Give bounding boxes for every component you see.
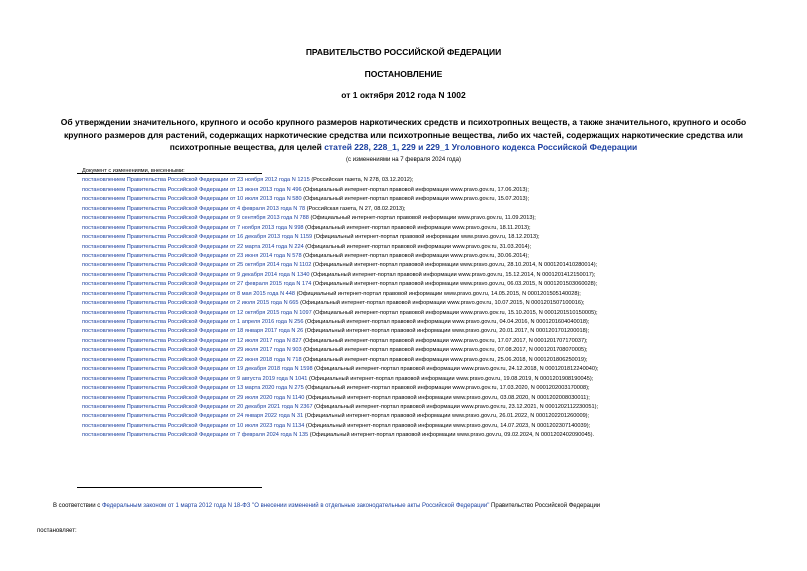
amending-decree-link[interactable]: постановлением Правительства Российской Федерации от 13 июня 2013 года N 496 [82, 186, 302, 193]
changes-bottom-divider [77, 487, 262, 488]
publication-note: (Официальный интернет-портал правовой информации www.pravo.gov.ru, 11.09.2013); [308, 215, 536, 222]
amending-decree-link[interactable]: постановлением Правительства Российской Федерации от 29 июля 2017 года N 903 [82, 347, 302, 354]
publication-note: (Официальный интернет-портал правовой информации www.pravo.gov.ru, 19.08.2019, N 0001201908190045); [307, 375, 594, 382]
publication-note: (Официальный интернет-портал правовой информации www.pravo.gov.ru, 17.06.2013); [301, 186, 529, 193]
amending-decree-link[interactable]: постановлением Правительства Российской Федерации от 9 сентября 2013 года N 788 [82, 215, 309, 222]
publication-note: (Официальный интернет-портал правовой информации www.pravo.gov.ru, 17.07.2017, N 0001201707170037); [301, 337, 588, 344]
document-title [22, 116, 785, 154]
amending-decree-link[interactable]: постановлением Правительства Российской Федерации от 10 июля 2013 года N 580 [82, 196, 302, 203]
publication-note: (Официальный интернет-портал правовой информации www.pravo.gov.ru, 15.07.2013); [301, 196, 530, 203]
changes-heading: Документ с изменениями, внесенными: [82, 168, 185, 174]
publication-note: (Официальный интернет-портал правовой информации www.pravo.gov.ru, 10.07.2015, N 0001201507100016); [298, 300, 585, 307]
amending-decree-link[interactable]: постановлением Правительства Российской Федерации от 1 апреля 2016 года N 256 [82, 319, 304, 325]
government-heading: ПРАВИТЕЛЬСТВО РОССИЙСКОЙ ФЕДЕРАЦИИ [305, 47, 502, 57]
publication-note: (Официальный интернет-портал правовой информации www.pravo.gov.ru, 15.10.2015, N 0001201510150005); [311, 309, 598, 316]
federal-law-link[interactable]: Федеральным законом от 1 марта 2012 года N 18-ФЗ [101, 503, 251, 509]
publication-note: (Официальный интернет-портал правовой информации www.pravo.gov.ru, 18.12.2013); [312, 234, 540, 241]
publication-note: (Российская газета, N 27, 08.02.2013); [305, 205, 406, 212]
change-list-item [82, 243, 802, 252]
criminal-code-articles-link[interactable]: статей 228, 228_1, 229 и 229_1 Уголовного кодекса Российской Федерации [324, 142, 638, 152]
publication-note: (Официальный интернет-портал правовой информации www.pravo.gov.ru, 20.01.2017, N 0001201701200018); [303, 328, 590, 335]
publication-note: (Официальный интернет-портал правовой информации www.pravo.gov.ru, 04.04.2016, N 0001201604040018); [303, 319, 590, 325]
publication-note: (Официальный интернет-портал правовой информации www.pravo.gov.ru, 28.10.2014, N 0001201410280014); [311, 262, 598, 269]
change-list-item [82, 365, 802, 374]
publication-note: (Официальный интернет-портал правовой информации www.pravo.gov.ru, 09.02.2024, N 0001202402090045). [308, 432, 595, 439]
publication-note: (Российская газета, N 278, 03.12.2012); [309, 177, 414, 184]
change-list-item [82, 346, 802, 355]
change-list-item [82, 412, 802, 421]
change-list-item [82, 431, 802, 440]
change-list-item [82, 422, 802, 431]
publication-note: (Официальный интернет-портал правовой информации www.pravo.gov.ru, 25.06.2018, N 0001201806250019); [301, 356, 588, 363]
title-line-2: крупного размеров для растений, содержащих наркотические средства или психотропные вещества, либо их частей, содержащих наркотические средства или [64, 129, 743, 140]
title-line-3 [22, 141, 785, 154]
preamble-text-end: Правительство Российской Федерации [489, 503, 601, 509]
amending-decree-link[interactable]: постановлением Правительства Российской Федерации от 29 июля 2020 года N 1140 [82, 394, 305, 401]
document-date-number: от 1 октября 2012 года N 1002 [341, 90, 466, 100]
title-line-1: Об утверждении значительного, крупного и особо крупного размеров наркотических средств и психотропных веществ, а также значительного, крупного и особо [60, 117, 747, 127]
change-list-item [82, 271, 802, 280]
amending-decree-link[interactable]: постановлением Правительства Российской Федерации от 12 июля 2017 года N 827 [82, 337, 302, 344]
change-list-item [82, 195, 802, 204]
change-list-item [82, 224, 802, 233]
publication-note: (Официальный интернет-портал правовой информации www.pravo.gov.ru, 18.11.2013); [303, 224, 531, 231]
publication-note: (Официальный интернет-портал правовой информации www.pravo.gov.ru, 26.01.2022, N 0001202201260009); [303, 413, 590, 420]
amending-decree-link[interactable]: постановлением Правительства Российской Федерации от 4 февраля 2013 года N 78 [82, 205, 306, 212]
amending-decree-link[interactable]: постановлением Правительства Российской Федерации от 20 декабря 2021 года N 2367 [82, 403, 313, 410]
change-list-item [82, 375, 802, 384]
change-list-item [82, 394, 802, 403]
change-list-item [82, 261, 802, 270]
publication-note: (Официальный интернет-портал правовой информации www.pravo.gov.ru, 06.03.2015, N 0001201503060028); [311, 281, 598, 288]
amending-decree-link[interactable]: постановлением Правительства Российской Федерации от 27 февраля 2015 года N 174 [82, 281, 312, 288]
amending-decree-link[interactable]: постановлением Правительства Российской Федерации от 23 ноября 2012 года N 1215 [82, 177, 310, 184]
amending-decree-link[interactable]: постановлением Правительства Российской Федерации от 19 декабря 2018 года N 1598 [82, 366, 313, 373]
amending-decree-link[interactable]: постановлением Правительства Российской Федерации от 13 марта 2020 года N 275 [82, 385, 304, 392]
change-list-item [82, 233, 802, 242]
change-list-item [82, 318, 802, 327]
publication-note: (Официальный интернет-портал правовой информации www.pravo.gov.ru, 23.12.2021, N 0001202112230051); [312, 403, 599, 410]
document-type: ПОСТАНОВЛЕНИЕ [364, 69, 443, 79]
amendments-act-link[interactable]: "О внесении изменений в отдельные законодательные акты Российской Федерации" [252, 503, 490, 509]
publication-note: (Официальный интернет-портал правовой информации www.pravo.gov.ru, 17.03.2020, N 0001202003170008); [303, 385, 590, 392]
publication-note: (Официальный интернет-портал правовой информации www.pravo.gov.ru, 03.08.2020, N 0001202008030011); [304, 394, 590, 401]
change-list-item [82, 384, 802, 393]
change-list-item [82, 290, 802, 299]
amending-decree-link[interactable]: постановлением Правительства Российской Федерации от 12 октября 2015 года N 1097 [82, 309, 312, 316]
change-list-item [82, 309, 802, 318]
amending-decree-link[interactable]: постановлением Правительства Российской Федерации от 7 ноября 2013 года N 998 [82, 224, 304, 231]
publication-note: (Официальный интернет-портал правовой информации www.pravo.gov.ru, 07.08.2017, N 0001201708070005); [301, 347, 588, 354]
decrees-word: постановляет: [37, 528, 77, 534]
amending-decree-link[interactable]: постановлением Правительства Российской Федерации от 18 января 2017 года N 26 [82, 328, 304, 335]
amending-decree-link[interactable]: постановлением Правительства Российской Федерации от 22 июня 2018 года N 718 [82, 356, 302, 363]
amending-decree-link[interactable]: постановлением Правительства Российской Федерации от 9 августа 2019 года N 1041 [82, 375, 308, 382]
preamble-text-start: В соответствии с [53, 503, 102, 509]
amending-decree-link[interactable]: постановлением Правительства Российской Федерации от 24 января 2022 года N 31 [82, 413, 304, 420]
publication-note: (Официальный интернет-портал правовой информации www.pravo.gov.ru, 24.12.2018, N 0001201812240040); [312, 366, 599, 373]
amending-decree-link[interactable]: постановлением Правительства Российской Федерации от 8 мая 2015 года N 448 [82, 290, 296, 297]
publication-note: (Официальный интернет-портал правовой информации www.pravo.gov.ru, 15.12.2014, N 0001201412150017); [309, 271, 596, 278]
publication-note: (Официальный интернет-портал правовой информации www.pravo.gov.ru, 14.05.2015, N 0001201505140028); [295, 290, 581, 297]
amending-decree-link[interactable]: постановлением Правительства Российской Федерации от 23 июня 2014 года N 578 [82, 252, 302, 259]
amending-decree-link[interactable]: постановлением Правительства Российской Федерации от 7 февраля 2024 года N 135 [82, 432, 309, 439]
amending-decree-link[interactable]: постановлением Правительства Российской Федерации от 25 октября 2014 года N 1102 [82, 262, 312, 269]
change-list-item [82, 186, 802, 195]
change-list-item [82, 176, 802, 185]
change-list-item [82, 403, 802, 412]
publication-note: (Официальный интернет-портал правовой информации www.pravo.gov.ru, 30.06.2014); [301, 252, 529, 259]
publication-note: (Официальный интернет-портал правовой информации www.pravo.gov.ru, 31.03.2014); [303, 243, 532, 250]
amending-decree-link[interactable]: постановлением Правительства Российской Федерации от 2 июля 2015 года N 665 [82, 300, 299, 307]
publication-note: (Официальный интернет-портал правовой информации www.pravo.gov.ru, 14.07.2023, N 0001202307140039); [304, 422, 591, 429]
change-list-item [82, 299, 802, 308]
changes-items [82, 176, 802, 440]
as-of-note: (с изменениями на 7 февраля 2024 года) [346, 157, 461, 163]
amending-decree-link[interactable]: постановлением Правительства Российской Федерации от 16 декабря 2013 года N 1159 [82, 234, 313, 241]
changes-list [82, 167, 802, 441]
amending-decree-link[interactable]: постановлением Правительства Российской Федерации от 9 декабря 2014 года N 1340 [82, 271, 310, 278]
title-line-3-text: психотропные вещества, для целей [169, 142, 325, 152]
change-list-item [82, 327, 802, 336]
change-list-item [82, 214, 802, 223]
change-list-item [82, 337, 802, 346]
amending-decree-link[interactable]: постановлением Правительства Российской Федерации от 10 июля 2023 года N 1134 [82, 422, 305, 429]
change-list-item [82, 205, 802, 214]
change-list-item [82, 252, 802, 261]
preamble-paragraph [53, 503, 793, 509]
change-list-item [82, 280, 802, 289]
amending-decree-link[interactable]: постановлением Правительства Российской Федерации от 22 марта 2014 года N 224 [82, 243, 304, 250]
change-list-item [82, 356, 802, 365]
